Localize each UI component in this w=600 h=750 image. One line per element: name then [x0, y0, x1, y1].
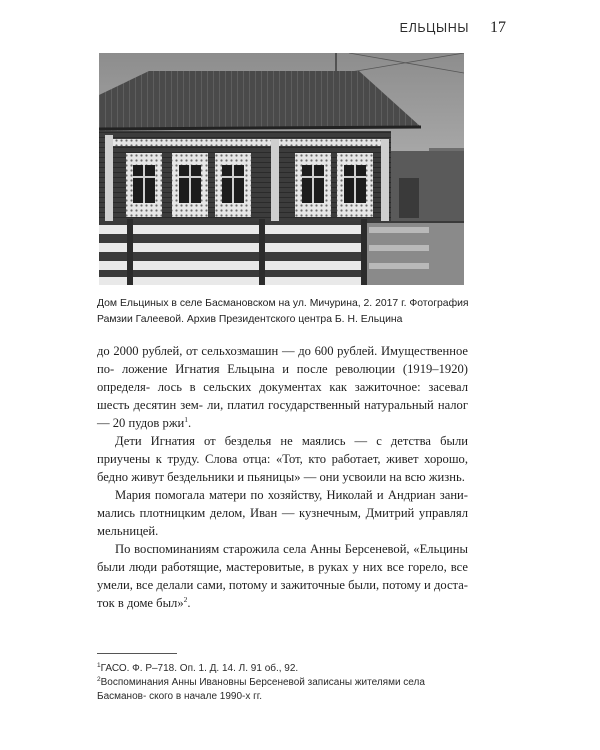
- footnote-text: ского в начале 1990-х гг.: [149, 691, 263, 702]
- text-line: до 2000 рублей, от сельхозмашин — до 600 рублей. Имущественное по-: [97, 344, 468, 376]
- text-line: умели, все делали сами, потому и зажиточные были, потому и доста-: [97, 578, 468, 592]
- text-line: мельницей.: [97, 524, 159, 538]
- page-number: 17: [490, 19, 506, 36]
- footnote-divider: [97, 653, 177, 654]
- footnote-number: 2: [97, 676, 101, 683]
- text-line: Дети Игнатия от безделья не маялись — с детства были приучены: [97, 434, 468, 466]
- paragraph: [97, 432, 468, 486]
- text-line: были люди работящие, мастеровитые, в руках у них все горело, все: [97, 560, 468, 574]
- figure-caption: [97, 296, 469, 328]
- paragraph: [97, 342, 468, 432]
- text-line: ложение Игнатия Ельцына и после революции (1919–1920) определя-: [97, 362, 468, 394]
- footnote-text: ГАСО. Ф. Р–718. Оп. 1. Д. 14. Л. 91 об., 92.: [100, 663, 299, 674]
- footnote-ref[interactable]: 2: [183, 595, 188, 604]
- paragraph: [97, 486, 468, 540]
- footnote-text: Воспоминания Анны Ивановны Берсеневой записаны жителями села Басманов-: [97, 677, 425, 702]
- caption-line: Дом Ельциных в селе Басмановском на ул. Мичурина, 2. 2017 г. Фотография: [97, 298, 469, 309]
- house-photo: [99, 53, 464, 285]
- running-head: [0, 21, 600, 41]
- text-line: ток в доме был»: [97, 596, 184, 610]
- text-line: к труду. Слова отца: «Тот, кто работает, живет хорошо, бедно живут: [97, 452, 468, 484]
- text-line: мались плотницким делом, Иван — кузнечным, Дмитрий управлял: [97, 506, 468, 520]
- footnotes: [97, 662, 469, 704]
- main-text: [97, 342, 468, 612]
- text-line: лось в сельских документах как зажиточное: засевал шесть десятин зем-: [97, 380, 469, 412]
- footnote: [97, 662, 469, 676]
- footnote-ref[interactable]: 1: [184, 415, 189, 424]
- running-title: ЕЛЬЦЫНЫ: [399, 21, 469, 35]
- house-photo-illustration: [99, 53, 464, 285]
- text-line: ли, платил государственный натуральный налог — 20 пудов ржи: [97, 398, 469, 430]
- text-line: По воспоминаниям старожила села Анны Берсеневой, «Ельцины: [115, 542, 468, 556]
- footnote-number: 1: [97, 662, 101, 669]
- footnote: [97, 676, 469, 704]
- punctuation: .: [187, 596, 191, 610]
- punctuation: .: [188, 416, 192, 430]
- text-line: бездельники и пьяницы» — они усвоили на всю жизнь.: [167, 470, 465, 484]
- caption-line: Рамзии Галеевой. Архив Президентского центра Б. Н. Ельцина: [97, 314, 403, 325]
- text-line: Мария помогала матери по хозяйству, Николай и Андриан зани-: [115, 488, 468, 502]
- paragraph: [97, 540, 468, 612]
